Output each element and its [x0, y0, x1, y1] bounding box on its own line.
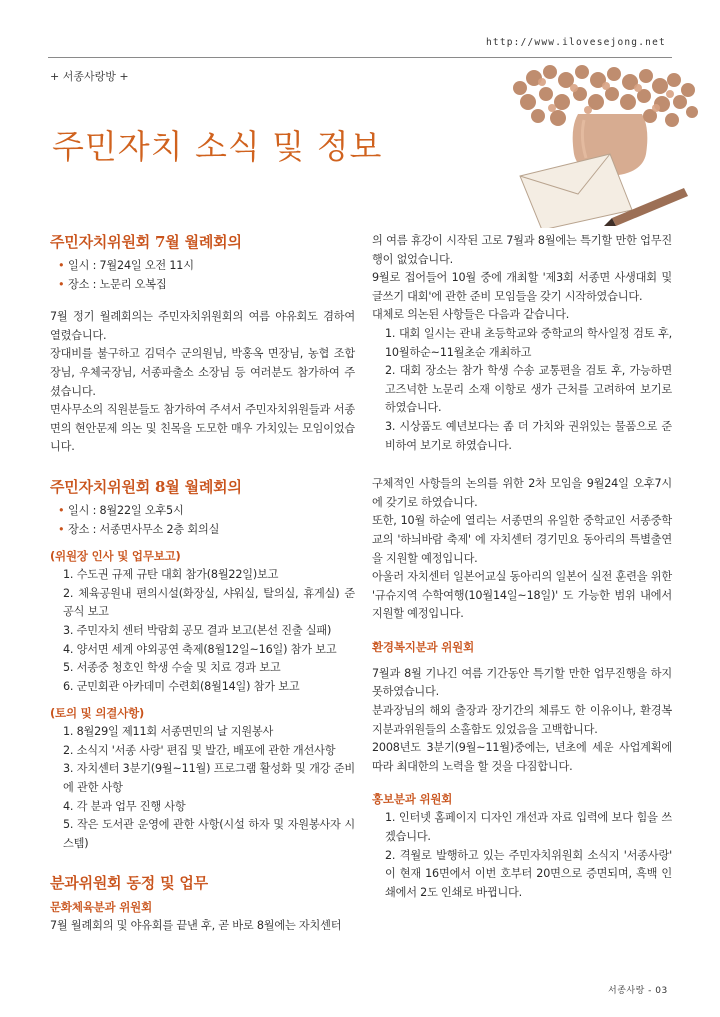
list-item: 3. 자치센터 3분기(9월~11월) 프로그램 활성화 및 개강 준비에 관한 사항: [63, 762, 355, 795]
committees-heading: 분과위원회 동정 및 업무: [50, 874, 208, 893]
culture-paragraph: 대체로 의논된 사항들은 다음과 같습니다.: [372, 308, 570, 322]
list-item: 5. 작은 도서관 운영에 관한 사항(시설 하자 및 자원봉사자 시스템): [63, 818, 355, 850]
culture-paragraph: 아울러 자치센터 일본어교실 동아리의 일본어 실전 훈련을 위한 '규슈지역 수학여행(10월14일~18일)' 도 가능한 범위 내에서 지원할 예정입니다.: [372, 570, 672, 621]
meeting7-info-date: • 일시 : 7월24일 오전 11시: [58, 257, 355, 276]
culture-committee-title: 문화체육분과 위원회: [50, 900, 152, 915]
list-item: 2. 격월로 발행하고 있는 주민자치위원회 소식지 '서종사랑' 이 현재 16면에서 이번 호부터 20면으로 증면되며, 흑백 인쇄에서 2도 인쇄로 바뀝니다.: [385, 848, 672, 899]
list-item: 5. 서종중 청호인 학생 수술 및 치료 경과 보고: [63, 661, 281, 675]
meeting8-info-place: • 장소 : 서종면사무소 2층 회의실: [58, 521, 355, 540]
list-item: 1. 인터넷 홈페이지 디자인 개선과 자료 입력에 보다 힘을 쓰겠습니다.: [385, 811, 672, 844]
list-item: 2. 소식지 '서종 사랑' 편집 및 발간, 배포에 관한 개선사항: [63, 743, 336, 757]
list-item: 4. 각 분과 업무 진행 사항: [63, 799, 186, 813]
culture-paragraph: 9월로 접어들어 10월 중에 개최할 '제3회 서종면 사생대회 및 글쓰기 대회'에 관한 준비 모임들을 갖기 시작하였습니다.: [372, 271, 672, 303]
discussion-title: (토의 및 의결사항): [50, 706, 145, 721]
meeting7-paragraph: 장대비를 불구하고 김덕수 군의원님, 박홍옥 면장님, 농협 조합장님, 우체국장님, 서종파출소 소장님 등 여러분도 참가하여 주셨습니다.: [50, 347, 355, 398]
section-label: + 서종사랑방 +: [50, 70, 129, 83]
flower-vase-illustration: [500, 58, 710, 228]
meeting7-info: [50, 257, 355, 294]
discussion-list: [50, 723, 355, 853]
meeting7-paragraph: 면사무소의 직원분들도 참가하여 주셔서 주민자치위원들과 서종면의 현안문제 의논 및 친목을 도모한 매우 가치있는 모임이었습니다.: [50, 403, 355, 454]
list-item: 2. 체육공원내 편의시설(화장실, 샤워실, 탈의실, 휴게실) 준공식 보고: [63, 586, 355, 619]
report-list: [50, 566, 355, 696]
list-item: 4. 양서면 세계 야외공연 축제(8월12일~16일) 참가 보고: [63, 642, 337, 656]
report-title: (위원장 인사 및 업무보고): [50, 549, 181, 564]
welfare-committee-title: 환경복지분과 위원회: [372, 639, 474, 654]
meeting8-info: [50, 502, 355, 539]
meeting7-info-place: • 장소 : 노문리 오복집: [58, 276, 355, 295]
meeting8-heading: 주민자치위원회 8월 월례회의: [50, 477, 242, 496]
pr-committee-title: 홍보분과 위원회: [372, 792, 453, 807]
list-item: 6. 군민회관 아카데미 수련회(8월14일) 참가 보고: [63, 679, 300, 693]
list-item: 3. 주민자치 센터 박람회 공모 결과 보고(본선 진출 실패): [63, 623, 332, 637]
pr-list: [372, 809, 672, 902]
right-column: [372, 232, 672, 902]
culture-paragraph: 구체적인 사항들의 논의를 위한 2차 모임을 9월24일 오후7시에 갖기로 하였습니다.: [372, 477, 672, 509]
culture-paragraph: 또한, 10월 하순에 열리는 서종면의 유일한 중학교인 서종중학교의 '하늬바람 축제' 에 자치센터 경기민요 동아리의 특별출연을 지원할 예정입니다.: [372, 514, 672, 565]
meeting7-paragraph: 7월 정기 월례회의는 주민자치위원회의 여름 야유회도 겸하여 열렸습니다.: [50, 310, 355, 342]
left-column: [50, 232, 355, 936]
website-url: http://www.ilovesejong.net: [486, 37, 666, 48]
meeting7-heading: 주민자치위원회 7월 월례회의: [50, 233, 242, 251]
welfare-paragraph: 7월과 8월 기나긴 여름 기간동안 특기할 만한 업무진행을 하지 못하였습니다.: [372, 666, 672, 699]
list-item: 2. 대회 장소는 참가 학생 수송 교통편을 검토 후, 가능하면 고즈넉한 노문리 소재 이항로 생가 근처를 고려하여 보기로 하였습니다.: [385, 364, 672, 415]
culture-paragraph: 의 여름 휴강이 시작된 고로 7월과 8월에는 특기할 만한 업무진행이 없었습니다.: [372, 234, 672, 266]
list-item: 3. 시상품도 예년보다는 좀 더 가치와 권위있는 물품으로 준비하여 보기로 하였습니다.: [385, 419, 672, 452]
page-title: 주민자치 소식 및 정보: [52, 127, 383, 166]
welfare-paragraph: 2008년도 3분기(9월~11월)중에는, 년초에 세운 사업계획에 따라 최대한의 노력을 할 것을 다짐합니다.: [372, 741, 672, 773]
culture-paragraph: 7월 월례회의 및 야유회를 끝낸 후, 곧 바로 8월에는 자치센터: [50, 919, 342, 933]
list-item: 1. 수도권 규제 규탄 대회 참가(8월22일)보고: [63, 568, 279, 582]
welfare-paragraph: 분과장님의 해외 출장과 장기간의 체류도 한 이유이나, 환경복지분과위원들의 소홀함도 있었음을 고백합니다.: [372, 704, 672, 736]
list-item: 1. 8월29일 제11회 서종면민의 날 지원봉사: [63, 725, 274, 739]
meeting8-info-date: • 일시 : 8월22일 오후5시: [58, 502, 355, 521]
page-footer: 서종사랑 - 03: [608, 986, 668, 996]
list-item: 1. 대회 일시는 관내 초등학교와 중학교의 학사일정 검토 후, 10월하순~11월초순 개최하고: [385, 326, 672, 359]
culture-list: [372, 325, 672, 455]
